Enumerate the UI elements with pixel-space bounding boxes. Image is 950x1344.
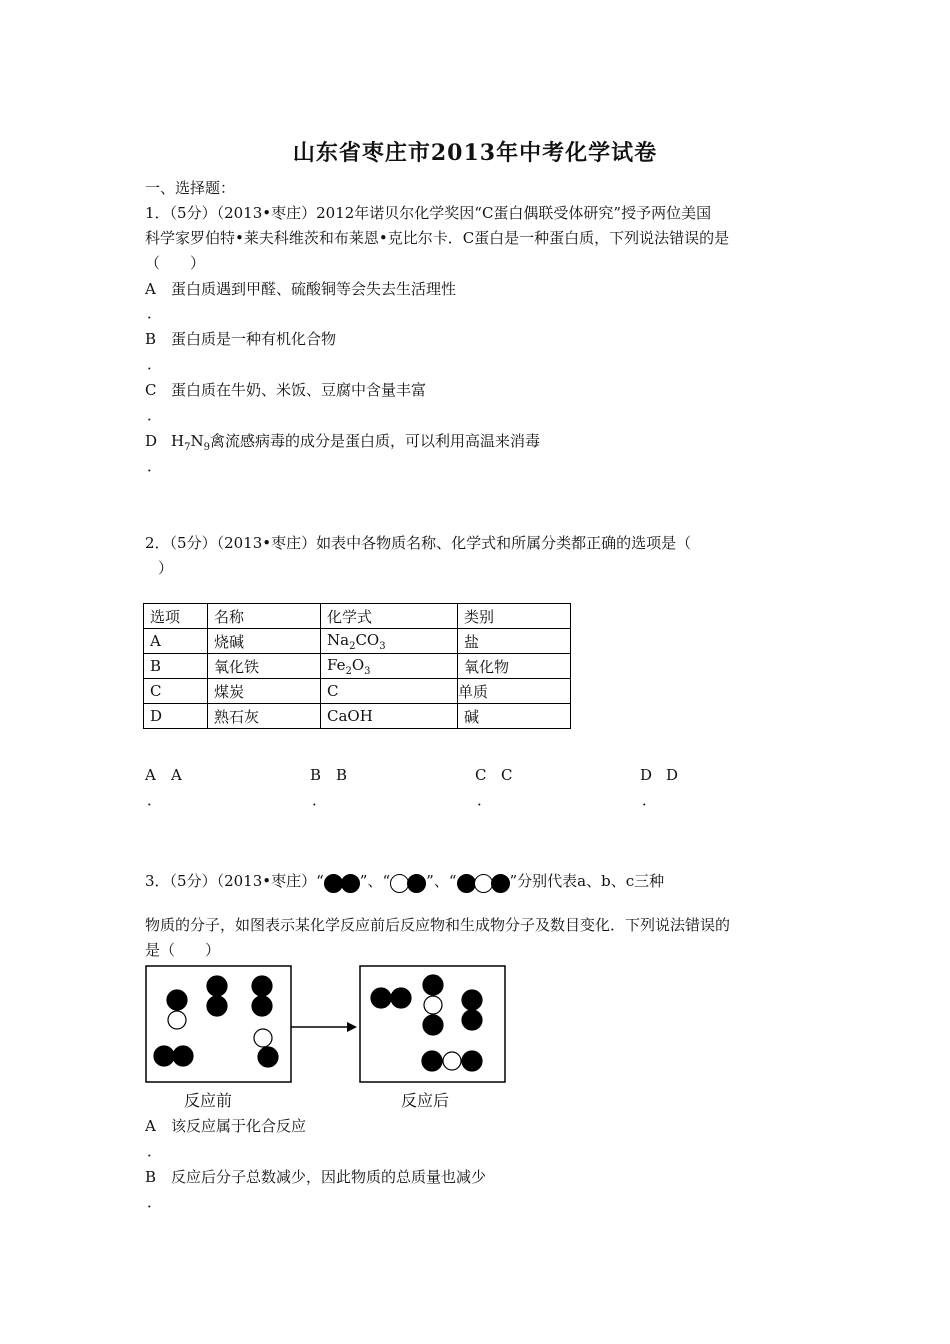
table-cell-formula: $Fe_2O_3$ (321, 654, 458, 679)
table-header-cell: 名称 (208, 604, 321, 629)
option-dot: ． (147, 355, 163, 373)
option-label: B (145, 1168, 157, 1186)
q2-stem-line1: 2．（5分）（2013•枣庄）如表中各物质名称、化学式和所属分类都正确的选项是（ (145, 534, 692, 552)
option-label: D (145, 432, 158, 450)
option-dot: ． (147, 457, 163, 475)
table-cell-name: 氧化铁 (208, 654, 321, 679)
option-label: A (145, 280, 156, 298)
q2-choice-c[interactable] (475, 765, 512, 785)
table-header-row (144, 604, 571, 629)
page-title: 山东省枣庄市2013年中考化学试卷 (292, 140, 658, 166)
option-text: 蛋白质是一种有机化合物 (171, 330, 337, 348)
table-cell-formula: $Na_2CO_3$ (321, 629, 458, 654)
before-label: 反应前 (184, 1091, 233, 1110)
option-label: A (145, 1117, 156, 1135)
table-header-cell: 选项 (144, 604, 208, 629)
option-text: D (666, 766, 679, 784)
option-label: B (310, 766, 322, 784)
table-cell-formula: CaOH (321, 704, 458, 729)
table-row (144, 704, 571, 729)
q2-stem-line2: ） (158, 559, 174, 577)
q2-choice-d[interactable] (640, 765, 678, 785)
q1-option-c[interactable] (145, 380, 426, 400)
q1-option-b[interactable] (145, 329, 336, 349)
q3-option-a[interactable] (145, 1116, 306, 1136)
option-dot: ． (312, 791, 328, 809)
table-cell-formula: C (321, 679, 458, 704)
table-header-cell: 类别 (458, 604, 571, 629)
option-text: 反应后分子总数减少，因此物质的总质量也减少 (171, 1168, 487, 1186)
molecule-a-icon (324, 869, 360, 895)
q1-stem-line3: （ ） (145, 254, 206, 272)
table-cell-option: D (144, 704, 208, 729)
q3-stem-line3: 是（ ） (145, 941, 221, 959)
q1-option-a[interactable] (145, 279, 456, 299)
option-label: C (475, 766, 487, 784)
option-text: 该反应属于化合反应 (171, 1117, 307, 1135)
option-text: C (501, 766, 513, 784)
section-heading: 一、选择题： (145, 179, 236, 197)
option-label: A (145, 766, 156, 784)
table-cell-option: B (144, 654, 208, 679)
q3-option-b[interactable] (145, 1167, 486, 1187)
option-dot: ． (147, 1193, 163, 1211)
table-header-cell: 化学式 (321, 604, 458, 629)
option-text: 蛋白质在牛奶、米饭、豆腐中含量丰富 (171, 381, 427, 399)
option-text: B (336, 766, 348, 784)
option-dot: ． (477, 791, 493, 809)
q2-choice-b[interactable] (310, 765, 347, 785)
option-dot: ． (147, 1142, 163, 1160)
q1-option-d[interactable] (145, 431, 540, 458)
option-label: D (640, 766, 653, 784)
option-dot: ． (147, 304, 163, 322)
option-label: C (145, 381, 157, 399)
option-text: 蛋白质遇到甲醛、硫酸铜等会失去生活理性 (171, 280, 457, 298)
table-row (144, 629, 571, 654)
q3-stem-line2: 物质的分子，如图表示某化学反应前后反应物和生成物分子及数目变化．下列说法错误的 (145, 916, 731, 934)
table-row (144, 654, 571, 679)
table-row (144, 679, 571, 704)
table-cell-option: C (144, 679, 208, 704)
option-label: B (145, 330, 157, 348)
table-cell-class: 单质 (458, 679, 571, 704)
option-dot: ． (642, 791, 658, 809)
table-cell-class: 盐 (458, 629, 571, 654)
option-text: A (171, 766, 182, 784)
q2-table (143, 603, 571, 729)
table-cell-option: A (144, 629, 208, 654)
after-molecules (371, 975, 482, 1071)
option-text: $H_7N_9$禽流感病毒的成分是蛋白质，可以利用高温来消毒 (171, 432, 540, 453)
table-cell-class: 碱 (458, 704, 571, 729)
molecule-b-icon (390, 869, 426, 895)
after-label: 反应后 (401, 1091, 450, 1110)
table-cell-name: 烧碱 (208, 629, 321, 654)
q3-stem-line1: 3．（5分）（2013•枣庄）“ ”、“ ”、“ ”分别代表a、b、c三种 (145, 868, 664, 895)
arrow-icon (347, 1022, 357, 1032)
table-cell-class: 氧化物 (458, 654, 571, 679)
before-molecules (154, 976, 278, 1067)
table-cell-name: 熟石灰 (208, 704, 321, 729)
option-dot: ． (147, 791, 163, 809)
q1-stem-line2: 科学家罗伯特•莱夫科维茨和布莱恩•克比尔卡．C蛋白是一种蛋白质，下列说法错误的是 (145, 229, 730, 247)
molecule-c-icon (457, 869, 510, 895)
q2-choice-a[interactable] (145, 765, 182, 785)
option-dot: ． (147, 406, 163, 424)
table-cell-name: 煤炭 (208, 679, 321, 704)
q1-stem-line1: 1．（5分）（2013•枣庄）2012年诺贝尔化学奖因“C蛋白偶联受体研究”授予两位美国 (145, 204, 712, 222)
